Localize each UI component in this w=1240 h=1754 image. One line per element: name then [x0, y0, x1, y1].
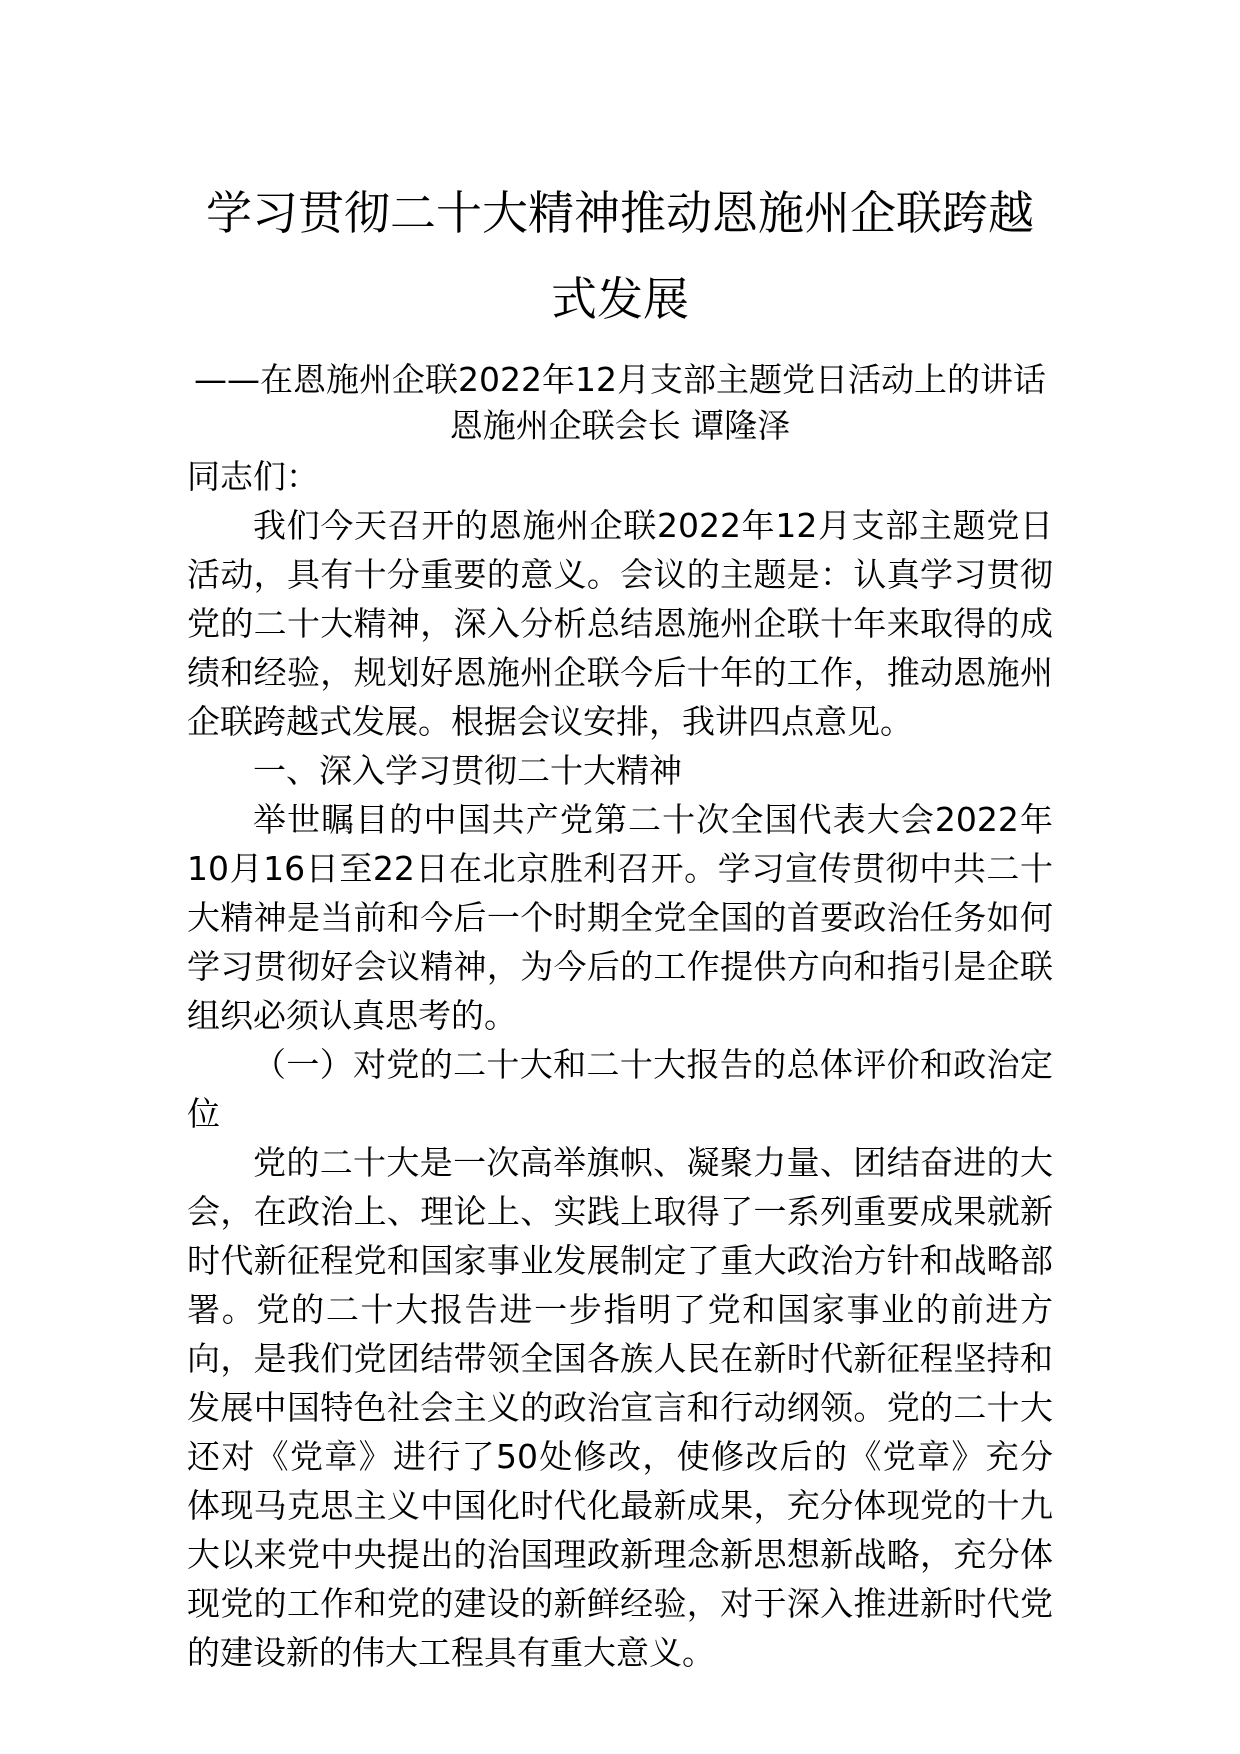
body-paragraph: 举世瞩目的中国共产党第二十次全国代表大会2022年10月16日至22日在北京胜利召开。学习宣传贯彻中共二十大精神是当前和今后一个时期全党全国的首要政治任务如何学习贯彻好会议精神，为今后的工作提供方向和指引是企联组织必须认真思考的。	[187, 800, 1053, 1035]
section-heading-1: 一、深入学习贯彻二十大精神	[253, 751, 682, 790]
document-title: 学习贯彻二十大精神推动恩施州企联跨越式发展	[206, 186, 1034, 326]
document-body	[187, 170, 1053, 1677]
intro-paragraph: 我们今天召开的恩施州企联2022年12月支部主题党日活动，具有十分重要的意义。会议的主题是：认真学习贯彻党的二十大精神，深入分析总结恩施州企联十年来取得的成绩和经验，规划好恩施州企联今后十年的工作，推动恩施州企联跨越式发展。根据会议安排，我讲四点意见。	[187, 506, 1053, 741]
subsection-heading-1: （一）对党的二十大和二十大报告的总体评价和政治定位	[187, 1045, 1053, 1133]
document-subtitle: ——在恩施州企联2022年12月支部主题党日活动上的讲话	[194, 360, 1046, 399]
document-author: 恩施州企联会长 谭隆泽	[449, 406, 791, 445]
greeting: 同志们：	[187, 457, 319, 496]
body-paragraph: 党的二十大是一次高举旗帜、凝聚力量、团结奋进的大会，在政治上、理论上、实践上取得了一系列重要成果就新时代新征程党和国家事业发展制定了重大政治方针和战略部署。党的二十大报告进一步指明了党和国家事业的前进方向，是我们党团结带领全国各族人民在新时代新征程坚持和发展中国特色社会主义的政治宣言和行动纲领。党的二十大还对《党章》进行了50处修改，使修改后的《党章》充分体现马克思主义中国化时代化最新成果，充分体现党的十九大以来党中央提出的治国理政新理念新思想新战略，充分体现党的工作和党的建设的新鲜经验，对于深入推进新时代党的建设新的伟大工程具有重大意义。	[187, 1143, 1053, 1672]
